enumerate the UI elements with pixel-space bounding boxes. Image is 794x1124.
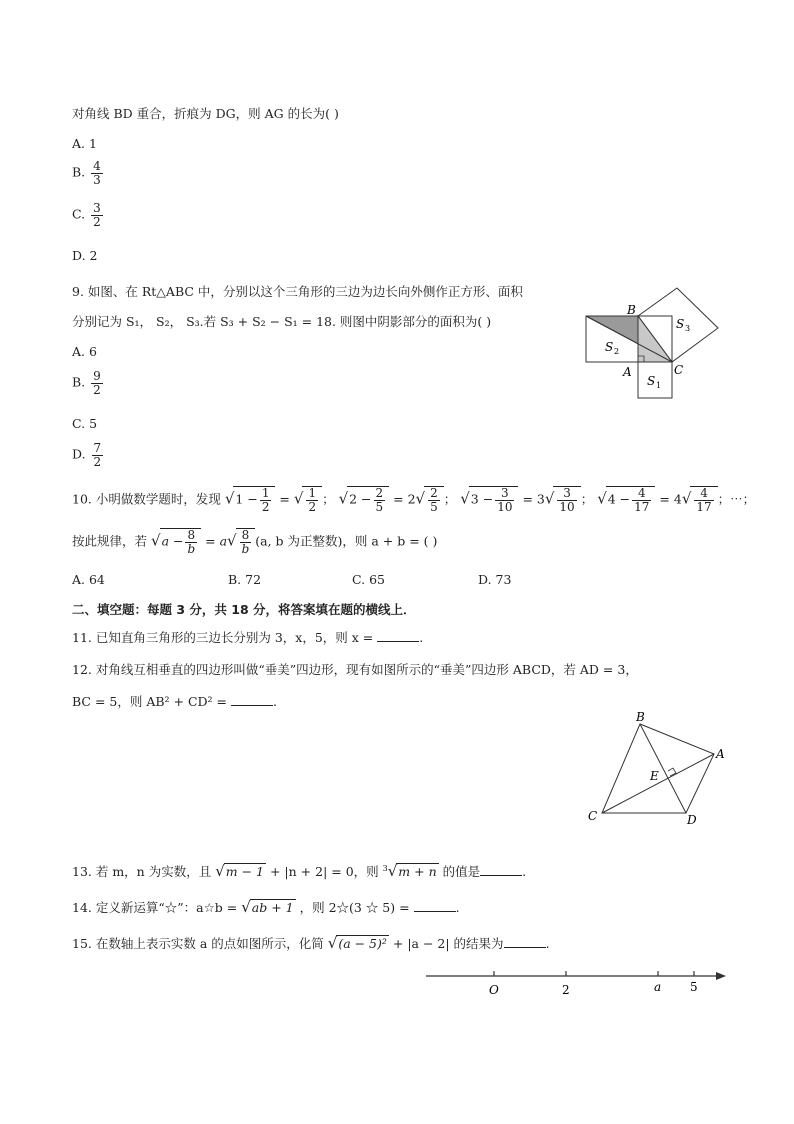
answer-blank[interactable] — [377, 640, 419, 642]
label-e: E — [650, 769, 659, 783]
q9-option-c[interactable]: C. 5 — [72, 416, 98, 431]
q11: 11. 已知直角三角形的三边长分别为 3，x，5，则 x = . — [72, 630, 424, 645]
label-s1: S — [647, 374, 656, 388]
section-title: 二、填空题：每题 3 分，共 18 分，将答案填在题的横线上． — [72, 602, 416, 617]
q10-prefix: 10. 小明做数学题时，发现 — [72, 491, 221, 507]
number-line — [420, 962, 730, 1002]
triangle-abc — [638, 316, 672, 362]
q10-line2: 按此规律，若 √a − $\frac{8}{b}$ = a√ $\frac{8}{b}$ (a, b 为正整数)，则 a + b = ( ) — [72, 528, 438, 556]
q10-option-d[interactable]: D. 73 — [478, 572, 512, 587]
q12-figure — [582, 710, 732, 830]
q12-line2: BC = 5，则 AB² + CD² = . — [72, 694, 277, 709]
sub-2: 2 — [614, 347, 620, 356]
label-a: A — [623, 365, 632, 379]
q8-stem: 对角线 BD 重合，折痕为 DG，则 AG 的长为( ) — [72, 106, 339, 121]
diagonal-ac — [602, 754, 714, 813]
answer-blank[interactable] — [414, 910, 456, 912]
label-d: D — [687, 813, 697, 827]
q9-stem-line1: 9. 如图、在 Rt△ABC 中，分别以这个三角形的三边为边长向外侧作正方形、面积 — [72, 284, 523, 299]
arrow-icon — [716, 972, 726, 980]
label-b: B — [636, 710, 645, 724]
q8-option-a[interactable]: A. 1 — [72, 136, 97, 151]
q10-option-c[interactable]: C. 65 — [352, 572, 385, 587]
label-b: B — [627, 303, 636, 317]
label-o: O — [489, 983, 499, 997]
q12-line1: 12. 对角线互相垂直的四边形叫做“垂美”四边形，现有如图所示的“垂美”四边形 ABCD，若 AD = 3， — [72, 662, 638, 677]
q10-line1: 10. 小明做数学题时，发现 √1 − $\frac{1}{2}$ = √ $\frac{1}{2}$ ； √2 − $\frac{2}{5}$ = 2√ $\frac{2}{5}$ ； √3 − $\frac{3}{10}$ = 3√ $\frac{3}{10}$ ； √4 − $\frac{4}{17}$ = 4√ $\frac{4}{17}$ ；⋯； — [72, 486, 756, 514]
label-c: C — [674, 363, 684, 377]
q9-option-d[interactable] — [72, 442, 105, 468]
q8-option-c[interactable] — [72, 202, 105, 228]
answer-blank[interactable] — [480, 874, 522, 876]
q14: 14. 定义新运算“☆”：a☆b = √ab + 1 ，则 2☆(3 ☆ 5) = . — [72, 898, 460, 916]
fraction: $\frac{9}{2}$ — [93, 369, 101, 397]
option-label: B. — [72, 164, 86, 180]
label-s2: S — [605, 340, 614, 354]
label-2: 2 — [562, 983, 570, 997]
option-label: C. — [72, 206, 86, 222]
label-c: C — [588, 809, 598, 823]
fraction: $\frac{7}{2}$ — [93, 441, 102, 469]
label-s3: S — [676, 317, 685, 331]
option-label: D. — [72, 446, 86, 462]
option-label: B. — [72, 374, 86, 390]
fraction: $\frac{4}{3}$ — [93, 159, 101, 187]
q10-option-a[interactable]: A. 64 — [72, 572, 105, 587]
q8-option-d[interactable]: D. 2 — [72, 248, 98, 263]
q8-option-b[interactable] — [72, 160, 105, 186]
label-a: A — [716, 747, 725, 761]
sub-1: 1 — [656, 381, 662, 390]
answer-blank[interactable] — [504, 946, 546, 948]
q10-option-b[interactable]: B. 72 — [228, 572, 262, 587]
q9-figure — [580, 280, 730, 402]
q9-option-a[interactable]: A. 6 — [72, 344, 97, 359]
diagonal-bd — [640, 724, 686, 813]
label-5: 5 — [690, 980, 698, 994]
q13: 13. 若 m，n 为实数，且 √m − 1 + |n + 2| = 0，则 $^3$√m + n 的值是 . — [72, 862, 527, 880]
fraction: $\frac{3}{2}$ — [93, 201, 101, 229]
label-a: a — [654, 980, 662, 994]
sub-3: 3 — [685, 324, 691, 333]
q9-option-b[interactable] — [72, 370, 105, 396]
answer-blank[interactable] — [231, 704, 273, 706]
q15: 15. 在数轴上表示实数 a 的点如图所示，化简 √(a − 5)² + |a − 2| 的结果为 . — [72, 934, 550, 952]
q9-stem-line2: 分别记为 S₁， S₂， S₃.若 S₃ + S₂ − S₁ = 18. 则图中阴影部分的面积为( ) — [72, 314, 492, 329]
